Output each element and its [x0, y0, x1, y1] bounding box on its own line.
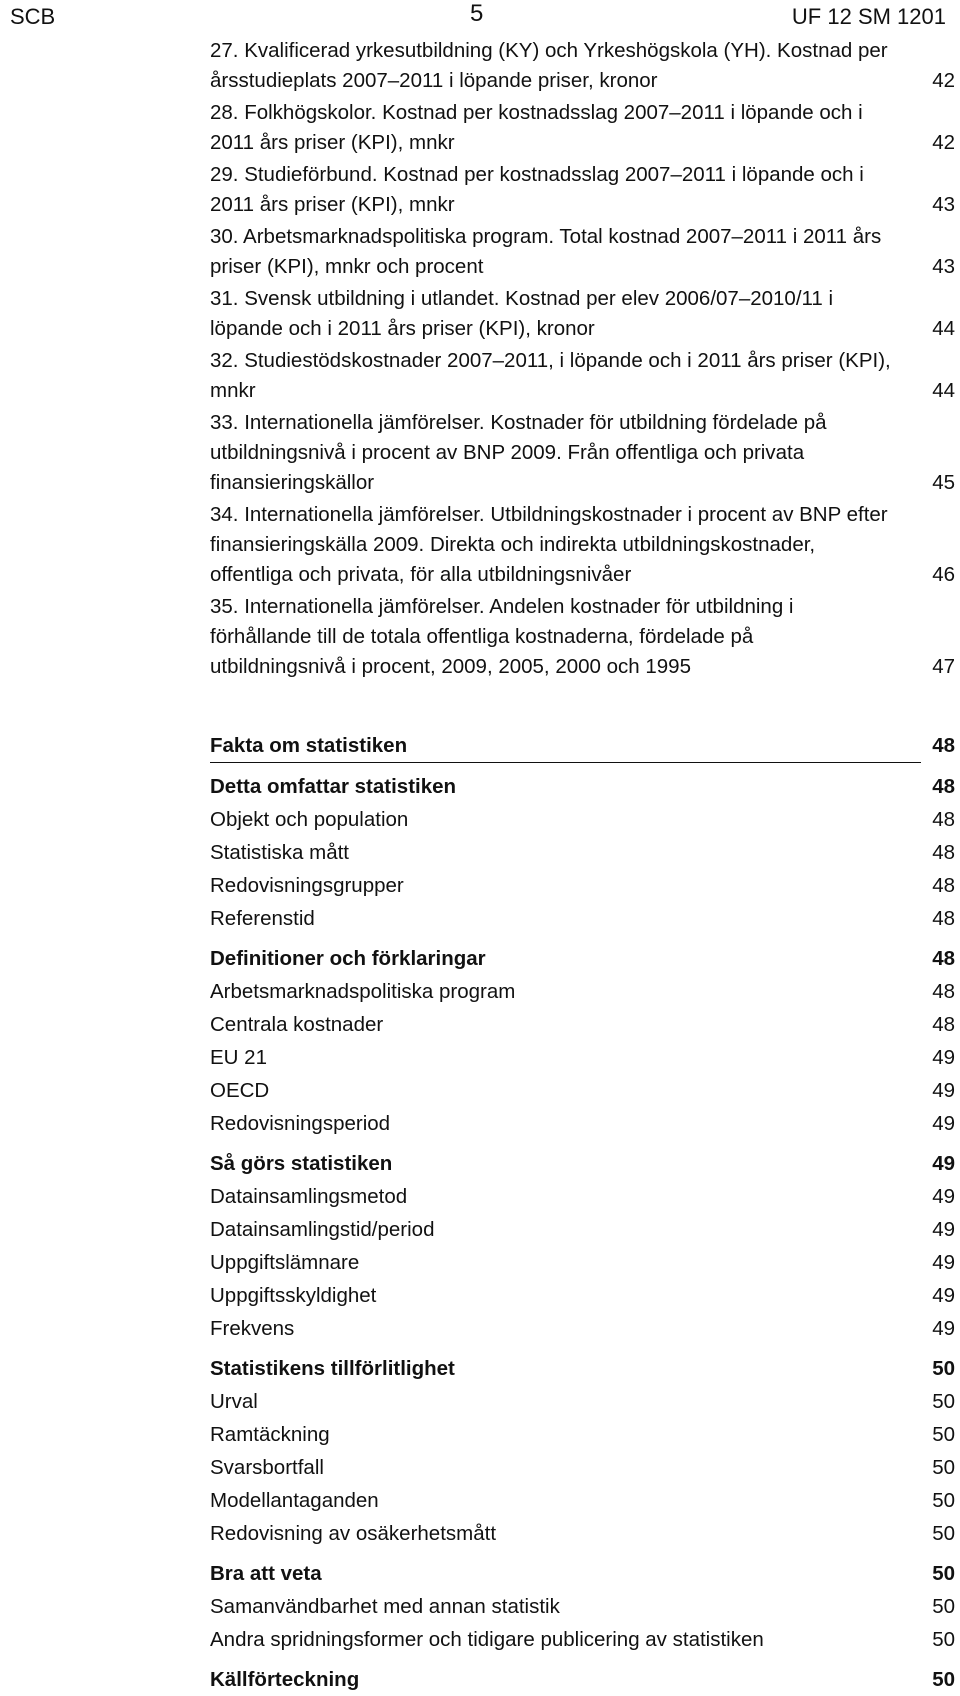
toc-subsection-label: Referenstid	[210, 907, 315, 930]
toc-subsection-page: 48	[932, 841, 955, 864]
toc-section-heading[interactable]	[210, 1664, 955, 1696]
toc-subsection-label: Urval	[210, 1390, 258, 1413]
toc-subsection-page: 49	[932, 1046, 955, 1069]
toc-section-title: Fakta om statistiken	[210, 734, 408, 757]
header-org: SCB	[10, 4, 56, 29]
toc-subsection-label: Redovisningsperiod	[210, 1112, 391, 1135]
toc-subsection-label: Objekt och population	[210, 808, 409, 831]
header-page-number: 5	[470, 0, 484, 27]
toc-subsection-label: Datainsamlingsmetod	[210, 1185, 408, 1208]
toc-subsection-page: 48	[932, 980, 955, 1003]
toc-subsection-page: 48	[932, 874, 955, 897]
toc-subsection-entry[interactable]	[210, 1590, 955, 1623]
toc-subsection-entry[interactable]	[210, 1451, 955, 1484]
toc-subsection-entry[interactable]	[210, 1041, 955, 1074]
toc-section-heading[interactable]	[210, 1558, 955, 1590]
toc-subsection-page: 50	[932, 1489, 955, 1512]
toc-section-title: Så görs statistiken	[210, 1152, 393, 1175]
toc-section-page: 50	[932, 1357, 955, 1380]
toc-entry-page: 47	[932, 655, 955, 678]
toc-entry-page: 45	[932, 471, 955, 494]
toc-subsection-page: 50	[932, 1628, 955, 1651]
toc-subsection-page: 50	[932, 1390, 955, 1413]
toc-subsection-page: 50	[932, 1595, 955, 1618]
toc-subsection-label: OECD	[210, 1079, 270, 1102]
toc-subsection-label: Samanvändbarhet med annan statistik	[210, 1595, 560, 1618]
toc-section-page: 48	[932, 947, 955, 970]
toc-subsection-page: 49	[932, 1251, 955, 1274]
toc-subsection-entry[interactable]	[210, 1623, 955, 1656]
tables-list	[210, 36, 955, 682]
toc-subsection-page: 50	[932, 1423, 955, 1446]
toc-section-page: 48	[932, 734, 955, 757]
toc-subsection-page: 49	[932, 1284, 955, 1307]
toc-table-entry[interactable]	[210, 160, 955, 220]
toc-subsection-entry[interactable]	[210, 902, 955, 935]
toc-subsection-page: 50	[932, 1522, 955, 1545]
toc-subsection-label: Datainsamlingstid/period	[210, 1218, 435, 1241]
toc-section-page: 50	[932, 1668, 955, 1691]
toc-section-title: Detta omfattar statistiken	[210, 775, 457, 798]
toc-subsection-label: Andra spridningsformer och tidigare publicering av statistiken	[210, 1628, 764, 1651]
toc-entry-text: 29. Studieförbund. Kostnad per kostnadsslag 2007–2011 i löpande och i 2011 års priser (KPI), mnkr	[210, 163, 864, 216]
toc-entry-text: 28. Folkhögskolor. Kostnad per kostnadsslag 2007–2011 i löpande och i 2011 års priser (KPI), mnkr	[210, 101, 863, 154]
toc-subsection-entry[interactable]	[210, 1213, 955, 1246]
toc-entry-page: 46	[932, 563, 955, 586]
toc-subsection-page: 49	[932, 1317, 955, 1340]
toc-section-title: Definitioner och förklaringar	[210, 947, 486, 970]
toc-subsection-entry[interactable]	[210, 1279, 955, 1312]
toc-table-entry[interactable]	[210, 98, 955, 158]
toc-entry-page: 42	[932, 131, 955, 154]
table-of-contents	[210, 36, 955, 1696]
toc-subsection-label: Redovisningsgrupper	[210, 874, 404, 897]
toc-subsection-label: Uppgiftsskyldighet	[210, 1284, 377, 1307]
toc-subsection-page: 49	[932, 1112, 955, 1135]
toc-subsection-entry[interactable]	[210, 1246, 955, 1279]
toc-entry-page: 44	[932, 379, 955, 402]
toc-section-heading[interactable]	[210, 943, 955, 975]
toc-subsection-page: 49	[932, 1079, 955, 1102]
toc-subsection-page: 48	[932, 1013, 955, 1036]
toc-subsection-label: Svarsbortfall	[210, 1456, 324, 1479]
toc-entry-text: 32. Studiestödskostnader 2007–2011, i löpande och i 2011 års priser (KPI), mnkr	[210, 349, 891, 402]
toc-subsection-entry[interactable]	[210, 1517, 955, 1550]
toc-entry-text: 34. Internationella jämförelser. Utbildningskostnader i procent av BNP efter finansieringskälla 2009. Direkta och indirekta utbildningskostnader, offentliga och privata, för alla utbildningsnivåer	[210, 503, 888, 586]
toc-subsection-label: Arbetsmarknadspolitiska program	[210, 980, 516, 1003]
toc-entry-text: 27. Kvalificerad yrkesutbildning (KY) och Yrkeshögskola (YH). Kostnad per årsstudieplats 2007–2011 i löpande priser, kronor	[210, 39, 888, 92]
toc-table-entry[interactable]	[210, 592, 955, 682]
toc-subsection-entry[interactable]	[210, 803, 955, 836]
toc-subsection-label: Statistiska mått	[210, 841, 349, 864]
toc-subsection-label: Ramtäckning	[210, 1423, 330, 1446]
toc-entry-page: 44	[932, 317, 955, 340]
toc-subsection-entry[interactable]	[210, 1074, 955, 1107]
toc-entry-page: 42	[932, 69, 955, 92]
toc-subsection-entry[interactable]	[210, 975, 955, 1008]
toc-table-entry[interactable]	[210, 222, 955, 282]
toc-subsection-label: Centrala kostnader	[210, 1013, 384, 1036]
toc-entry-page: 43	[932, 193, 955, 216]
toc-section-title: Bra att veta	[210, 1562, 322, 1585]
toc-subsection-entry[interactable]	[210, 1180, 955, 1213]
toc-subsection-page: 49	[932, 1185, 955, 1208]
toc-subsection-entry[interactable]	[210, 1008, 955, 1041]
toc-entry-text: 30. Arbetsmarknadspolitiska program. Total kostnad 2007–2011 i 2011 års priser (KPI), mnkr och procent	[210, 225, 882, 278]
spacer	[210, 682, 955, 730]
toc-subsection-entry[interactable]	[210, 1484, 955, 1517]
toc-section-heading[interactable]	[210, 1353, 955, 1385]
toc-subsection-page: 49	[932, 1218, 955, 1241]
toc-subsection-entry[interactable]	[210, 869, 955, 902]
toc-subsection-page: 48	[932, 907, 955, 930]
toc-section-page: 50	[932, 1562, 955, 1585]
toc-section-page: 48	[932, 775, 955, 798]
toc-subsection-label: Frekvens	[210, 1317, 295, 1340]
toc-subsection-page: 50	[932, 1456, 955, 1479]
toc-entry-page: 43	[932, 255, 955, 278]
toc-table-entry[interactable]	[210, 408, 955, 498]
toc-section-heading[interactable]	[210, 771, 955, 803]
toc-entry-text: 35. Internationella jämförelser. Andelen kostnader för utbildning i förhållande till de totala offentliga kostnaderna, fördelade på utbildningsnivå i procent, 2009, 2005, 2000 och 1995	[210, 595, 794, 678]
toc-table-entry[interactable]	[210, 36, 955, 96]
toc-subsection-page: 48	[932, 808, 955, 831]
toc-subsection-label: Uppgiftslämnare	[210, 1251, 360, 1274]
toc-table-entry[interactable]	[210, 346, 955, 406]
page-header	[0, 0, 960, 34]
toc-subsection-label: Modellantaganden	[210, 1489, 379, 1512]
toc-section-heading[interactable]	[210, 1148, 955, 1180]
toc-section-heading[interactable]	[210, 730, 955, 763]
toc-subsection-label: EU 21	[210, 1046, 267, 1069]
toc-entry-text: 33. Internationella jämförelser. Kostnader för utbildning fördelade på utbildningsnivå i procent av BNP 2009. Från offentliga och privata finansieringskällor	[210, 411, 827, 494]
toc-subsection-entry[interactable]	[210, 836, 955, 869]
toc-subsection-entry[interactable]	[210, 1107, 955, 1140]
header-doc-id: UF 12 SM 1201	[791, 4, 946, 29]
toc-section-title: Statistikens tillförlitlighet	[210, 1357, 455, 1380]
toc-table-entry[interactable]	[210, 500, 955, 590]
toc-entry-text: 31. Svensk utbildning i utlandet. Kostnad per elev 2006/07–2010/11 i löpande och i 2011 års priser (KPI), kronor	[210, 287, 834, 340]
toc-subsection-entry[interactable]	[210, 1418, 955, 1451]
toc-section-page: 49	[932, 1152, 955, 1175]
toc-subsection-entry[interactable]	[210, 1385, 955, 1418]
sections-list	[210, 730, 955, 1696]
toc-subsection-entry[interactable]	[210, 1312, 955, 1345]
toc-section-title: Källförteckning	[210, 1668, 360, 1691]
toc-table-entry[interactable]	[210, 284, 955, 344]
toc-subsection-label: Redovisning av osäkerhetsmått	[210, 1522, 497, 1545]
